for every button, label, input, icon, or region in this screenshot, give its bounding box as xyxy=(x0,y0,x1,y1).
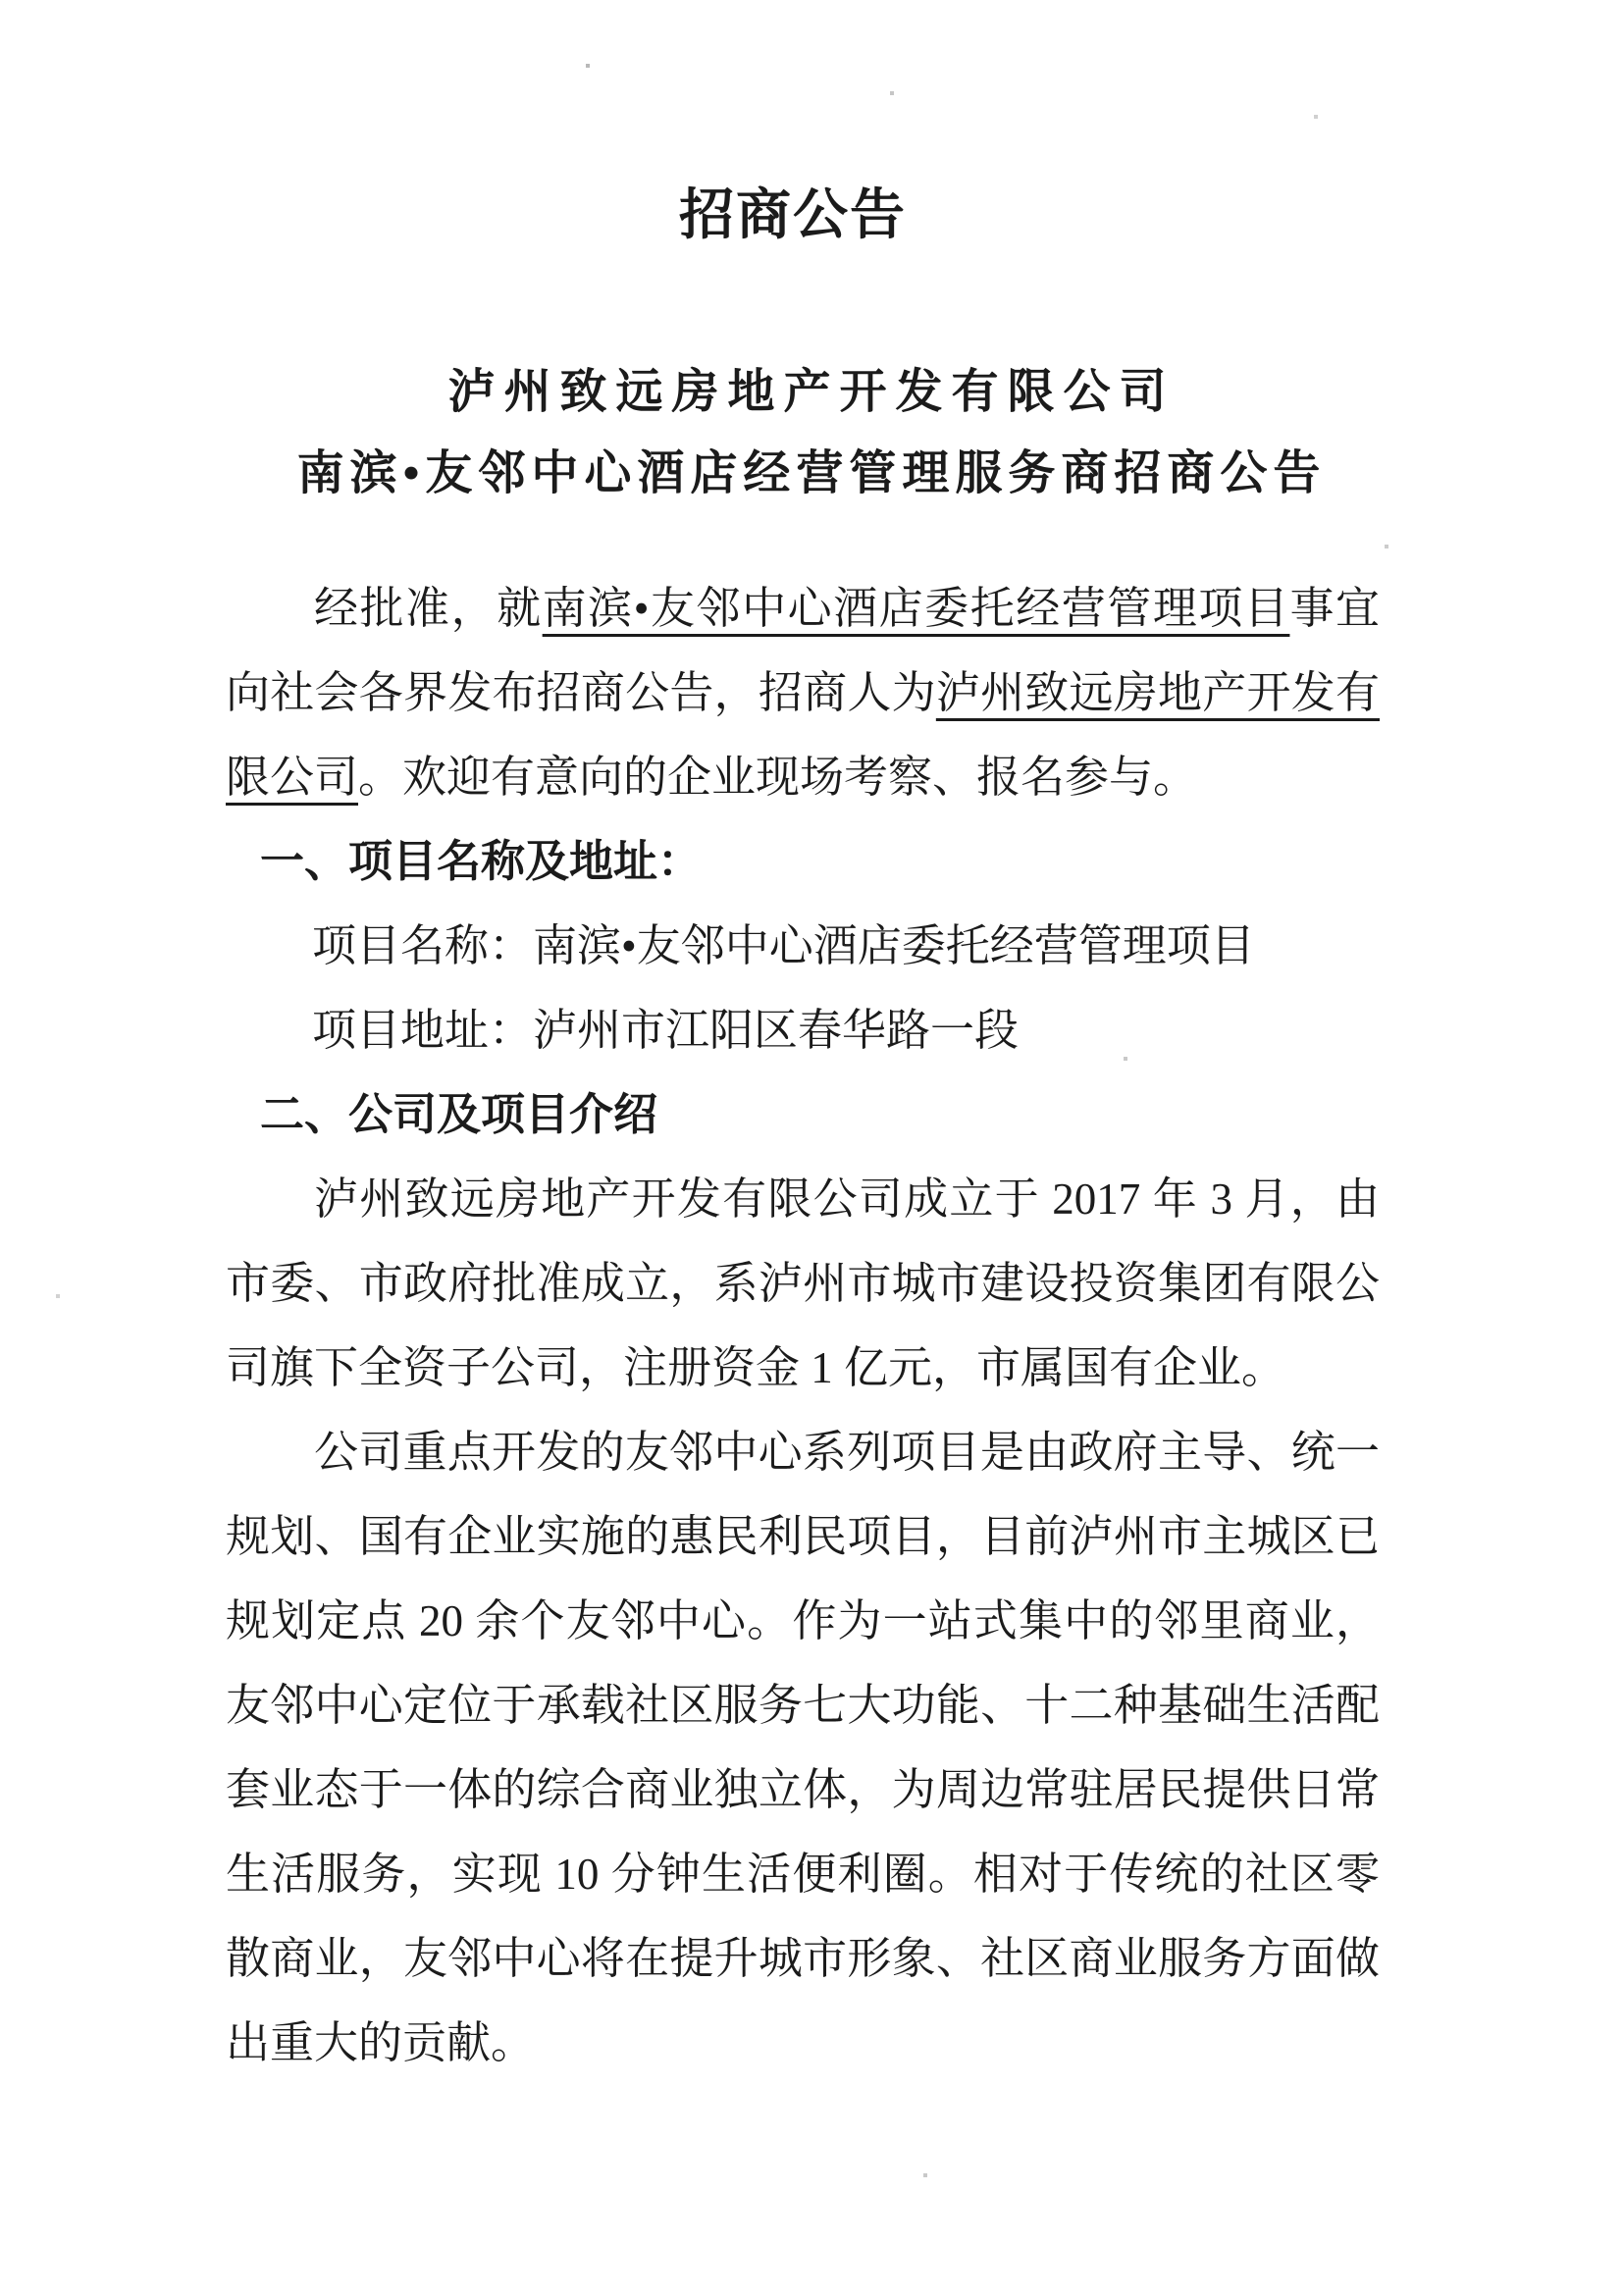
project-intro-line-1: 公司重点开发的友邻中心系列项目是由政府主导、统一 xyxy=(314,1428,1380,1477)
scan-noise-specks xyxy=(0,0,2,2)
intro-l1-underlined-project-name: 南滨•友邻中心酒店委托经营管理项目 xyxy=(542,584,1290,633)
intro-l1-text: 经批准，就 xyxy=(314,584,543,633)
section2-heading: 二、公司及项目介绍 xyxy=(260,1090,658,1139)
company-name-heading: 泸州致远房地产开发有限公司 xyxy=(447,366,1176,418)
project-name-item: 项目名称：南滨•友邻中心酒店委托经营管理项目 xyxy=(312,921,1255,970)
project-intro-line-4: 友邻中心定位于承载社区服务七大功能、十二种基础生活配 xyxy=(226,1681,1380,1730)
intro-l2-text: 向社会各界发布招商公告，招商人为 xyxy=(226,668,936,717)
company-intro-line-2: 市委、市政府批准成立，系泸州市城市建设投资集团有限公 xyxy=(226,1259,1380,1308)
intro-l3-tail: 。欢迎有意向的企业现场考察、报名参与。 xyxy=(358,753,1198,802)
project-intro-line-8: 出重大的贡献。 xyxy=(226,2018,536,2067)
project-address-item: 项目地址：泸州市江阳区春华路一段 xyxy=(312,1006,1020,1055)
intro-l1-tail: 事宜 xyxy=(1289,584,1380,633)
intro-line-2 xyxy=(226,651,1380,735)
document-title: 招商公告 xyxy=(679,185,907,246)
announcement-subtitle: 南滨•友邻中心酒店经营管理服务商招商公告 xyxy=(296,447,1327,499)
intro-l3-underlined-company-name: 限公司 xyxy=(226,753,359,802)
project-intro-line-6: 生活服务，实现 10 分钟生活便利圈。相对于传统的社区零 xyxy=(226,1850,1380,1899)
intro-line-1 xyxy=(226,566,1380,651)
project-intro-line-7: 散商业，友邻中心将在提升城市形象、社区商业服务方面做 xyxy=(226,1934,1380,1983)
company-intro-line-3: 司旗下全资子公司，注册资金 1 亿元，市属国有企业。 xyxy=(226,1343,1286,1392)
document-body xyxy=(226,566,1380,2085)
project-intro-line-2: 规划、国有企业实施的惠民利民项目，目前泸州市主城区已 xyxy=(226,1512,1380,1561)
project-intro-line-5: 套业态于一体的综合商业独立体，为周边常驻居民提供日常 xyxy=(226,1765,1380,1814)
section1-heading: 一、项目名称及地址： xyxy=(260,837,703,886)
intro-line-3 xyxy=(226,735,1380,819)
intro-l2-underlined-company-name: 泸州致远房地产开发有 xyxy=(935,668,1380,717)
company-intro-line-1: 泸州致远房地产开发有限公司成立于 2017 年 3 月，由 xyxy=(314,1174,1380,1224)
project-intro-line-3: 规划定点 20 余个友邻中心。作为一站式集中的邻里商业， xyxy=(226,1596,1380,1645)
